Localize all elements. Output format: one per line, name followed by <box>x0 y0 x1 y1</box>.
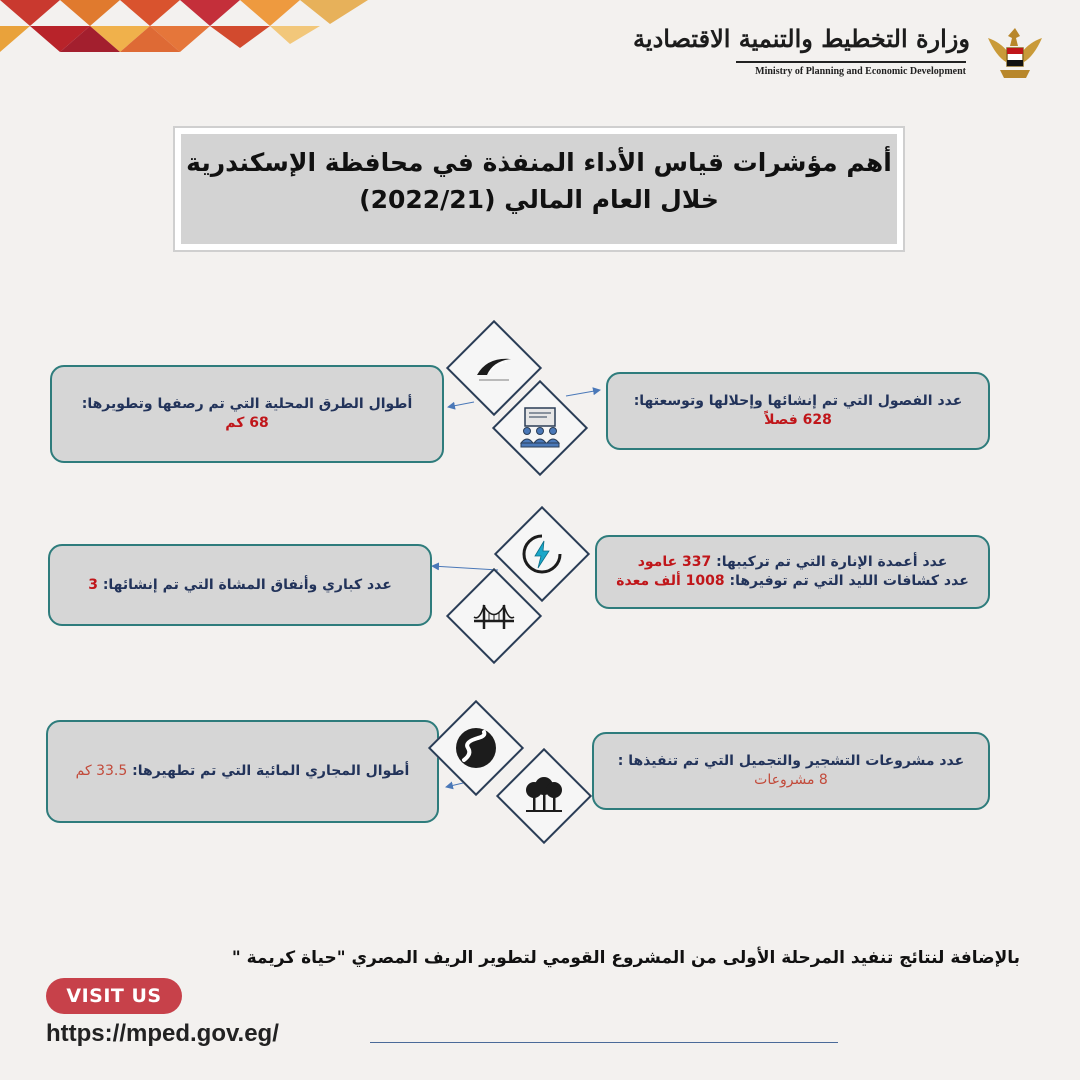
title-box <box>175 128 903 250</box>
waterways-label: أطوال المجاري المائية التي تم تطهيرها: <box>132 763 410 780</box>
bridges-text <box>68 576 412 595</box>
visit-us-button[interactable]: VISIT US <box>46 978 182 1014</box>
trees-card <box>592 732 990 810</box>
classrooms-value: 628 فصلاً <box>764 412 832 428</box>
page-subtitle: خلال العام المالي (2022/21) <box>359 185 719 214</box>
roads-value: 68 كم <box>225 415 269 431</box>
river-icon <box>454 726 498 770</box>
bridges-value: 3 <box>88 576 98 593</box>
trees-diamond <box>510 762 578 830</box>
bridge-diamond <box>460 582 528 650</box>
trees-icon <box>522 776 566 816</box>
waterways-value: 33.5 كم <box>75 763 128 780</box>
page-title: أهم مؤشرات قياس الأداء المنفذة في محافظة الإسكندرية <box>186 148 892 177</box>
bridges-card <box>48 544 432 626</box>
bridges-label: عدد كباري وأنفاق المشاة التي تم إنشائها: <box>102 576 392 593</box>
trees-label: عدد مشروعات التشجير والتجميل التي تم تنفيذها : <box>617 753 965 770</box>
road-icon <box>473 353 515 383</box>
roads-label: أطوال الطرق المحلية التي تم رصفها وتطويرها: <box>81 396 413 413</box>
website-link[interactable]: https://mped.gov.eg/ <box>46 1020 279 1047</box>
roads-card <box>50 365 444 463</box>
classrooms-card <box>606 372 990 450</box>
ministry-name-en: Ministry of Planning and Economic Development <box>755 66 966 77</box>
waterways-text <box>66 762 419 781</box>
footer-divider <box>370 1042 838 1043</box>
lightning-diamond <box>508 520 576 588</box>
led-text <box>615 572 970 591</box>
footer-note: بالإضافة لنتائج تنفيد المرحلة الأولى من المشروع القومي لتطوير الريف المصري "حياة كريمة " <box>231 948 1020 968</box>
lighting-card <box>595 535 990 609</box>
classrooms-label: عدد الفصول التي تم إنشائها وإحلالها وتوسعتها: <box>633 393 963 410</box>
lighting-text <box>615 553 970 572</box>
bridge-icon <box>472 601 516 631</box>
led-value: 1008 ألف معدة <box>616 573 725 589</box>
classroom-icon <box>517 405 563 451</box>
road-diamond <box>460 334 528 402</box>
lighting-value: 337 عامود <box>637 554 712 571</box>
trees-value: 8 مشروعات <box>754 772 828 788</box>
river-diamond <box>442 714 510 782</box>
lighting-label: عدد أعمدة الإنارة التي تم تركيبها: <box>716 554 948 571</box>
eagle-emblem-icon <box>980 22 1050 84</box>
lightning-icon <box>520 532 564 576</box>
led-label: عدد كشافات الليد التي تم توفيرها: <box>729 573 969 589</box>
roads-text <box>70 395 424 433</box>
corner-pattern <box>0 0 370 52</box>
ministry-logo <box>633 22 1050 84</box>
classroom-diamond <box>506 394 574 462</box>
ministry-name-ar: وزارة التخطيط والتنمية الاقتصادية <box>633 24 970 53</box>
logo-divider <box>736 61 966 63</box>
waterways-card <box>46 720 439 823</box>
